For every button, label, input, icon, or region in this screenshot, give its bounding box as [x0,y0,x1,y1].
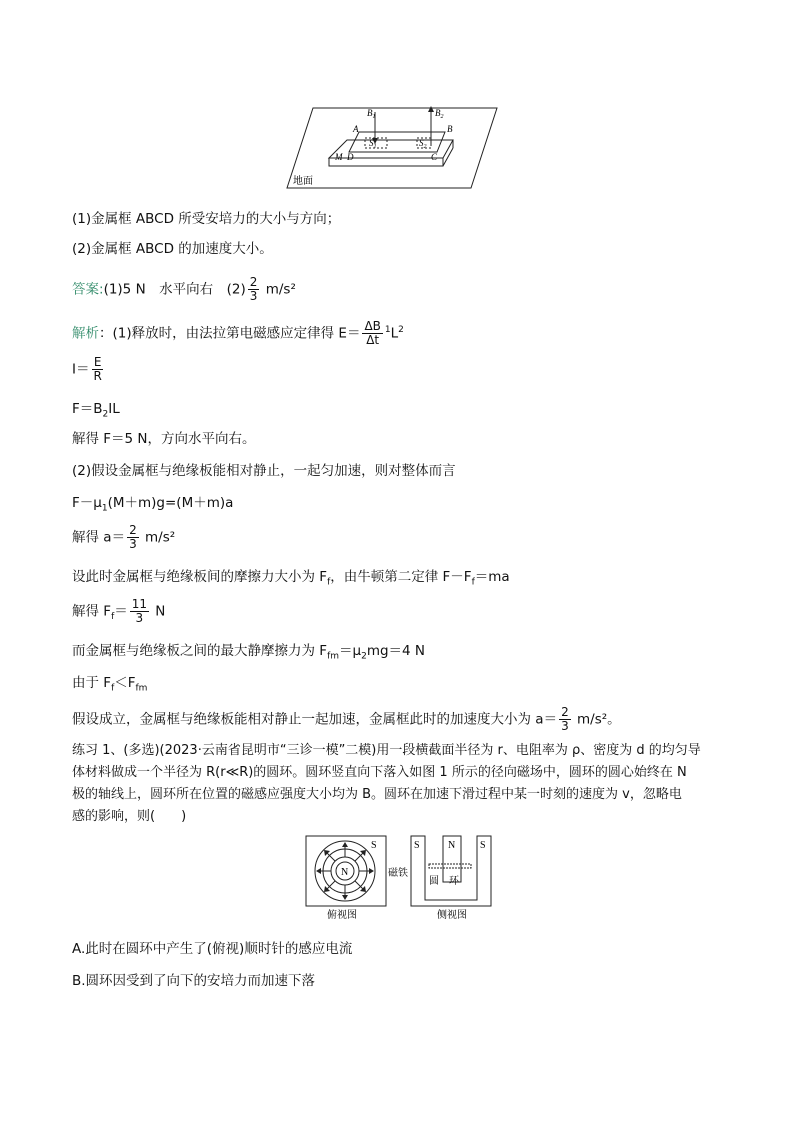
side-view-s-right: S [480,840,486,851]
label-a: A [353,124,359,134]
label-c: C [431,152,438,162]
solution-line-11: 由于 $F_f<F_{fm}$ [72,675,148,694]
figure-magnet-ring [305,834,495,924]
solution-line-1: 解析：(1)释放时，由法拉第电磁感应定律得 E＝ $\frac{\Delta B}{\Delta t}$ $^1L^2$ [72,319,404,347]
solution-line-3: $F=B_2IL$ [72,401,120,420]
figure-metal-frame [285,100,500,192]
label-b1: $B_1$ [367,108,376,120]
exercise-line-2: 体材料做成一个半径为 R(r≪R)的圆环。圆环竖直向下落入如图 1 所示的径向磁场中，圆环的圆心始终在 N [72,765,687,780]
label-ring: 圆 环 [429,876,459,887]
solution-line-9: 解得 $F_f=$ $\frac{11}{3}$ N [72,597,166,625]
label-m: M [335,152,343,162]
label-b2: $B_2$ [435,108,444,120]
label-magnet: 磁铁 [388,868,408,879]
solution-line-2: I＝ $\frac{E}{R}$ [72,355,102,383]
side-view-s-left: S [414,840,420,851]
solution-line-6: $F-\mu_1(M+m)g=(M+m)a$ [72,495,234,514]
solution-line-10: 而金属框与绝缘板之间的最大静摩擦力为 $F_{fm}=\mu_2mg=4$ N [72,643,426,662]
solution-line-7: 解得 a＝ $\frac{2}{3}$ m/s² [72,523,176,551]
solution-label: 解析 [72,325,99,342]
answer-label: 答案: [72,281,104,298]
solution-line-5: (2)假设金属框与绝缘板能相对静止，一起匀加速，则对整体而言 [72,463,456,479]
solution-line-4: 解得 F＝5 N，方向水平向右。 [72,431,256,447]
question-2: (2)金属框 ABCD 的加速度大小。 [72,241,273,257]
exercise-line-1: 练习 1、(多选)(2023·云南省昆明市“三诊一模”二模)用一段横截面半径为 r、电阻率为 ρ、密度为 d 的均匀导 [72,743,701,758]
exercise-line-3: 极的轴线上，圆环所在位置的磁感应强度大小均为 B。圆环在加速下滑过程中某一时刻的速度为 v，忽略电 [72,787,682,802]
solution-line-8: 设此时金属框与绝缘板间的摩擦力大小为 $F_f$，由牛顿第二定律 $F-F_f=ma$ [72,569,510,588]
exercise-line-4: 感的影响，则( ) [72,809,187,824]
side-view-n: N [448,840,456,851]
label-s1: $S_1$ [369,138,377,150]
label-s2: $S_2$ [419,138,427,150]
label-d: D [347,152,354,162]
solution-line-12: 假设成立，金属框与绝缘板能相对静止一起加速，金属框此时的加速度大小为 a＝ $\frac{2}{3}$ m/s²。 [72,705,621,733]
label-ground: 地面 [293,176,313,187]
top-view-s: S [371,840,377,851]
option-a: A.此时在圆环中产生了(俯视)顺时针的感应电流 [72,941,353,957]
question-1: (1)金属框 ABCD 所受安培力的大小与方向； [72,211,341,227]
option-b: B.圆环因受到了向下的安培力而加速下落 [72,973,316,989]
caption-side-view: 侧视图 [437,910,467,921]
caption-top-view: 俯视图 [327,910,357,921]
top-view-n: N [341,867,349,878]
label-b: B [447,124,453,134]
answer-line: 答案:(1)5 N 水平向右 (2) $\frac{2}{3}$ m/s² [72,275,296,303]
